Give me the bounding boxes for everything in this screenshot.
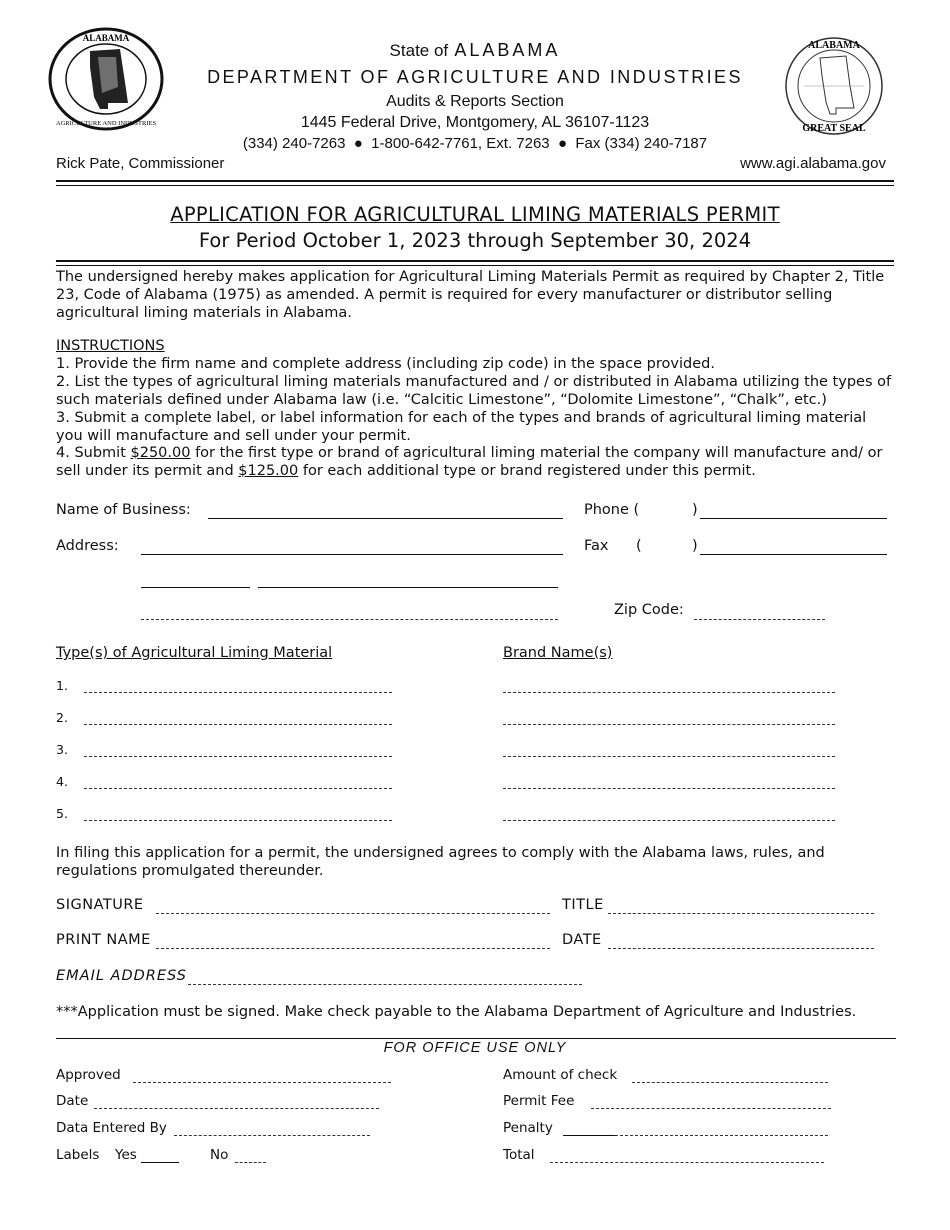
office-use-rule — [56, 1038, 896, 1039]
address-field-3[interactable] — [141, 619, 558, 620]
department-phones: (334) 240-7263 ● 1-800-642-7761, Ext. 7263 ● Fax (334) 240-7187 — [242, 135, 708, 152]
department-name: DEPARTMENT OF AGRICULTURE AND INDUSTRIES — [207, 67, 743, 87]
brand-name-heading: Brand Name(s) — [503, 645, 613, 661]
instruction-3: 3. Submit a complete label, or label information for each of the types and brands of agricultural liming material you will manufacture and sell under your permit. — [56, 410, 867, 444]
amount-of-check-field[interactable] — [632, 1082, 828, 1083]
total-field[interactable] — [550, 1162, 824, 1163]
brand-name-field[interactable] — [503, 820, 835, 821]
permit-fee-label: Permit Fee — [503, 1093, 575, 1109]
address-field-2a[interactable] — [141, 587, 250, 588]
website-link[interactable]: www.agi.alabama.gov — [740, 155, 886, 172]
title-field[interactable] — [608, 913, 874, 914]
material-type-heading: Type(s) of Agricultural Liming Material — [56, 645, 333, 661]
data-entered-label: Data Entered By — [56, 1120, 167, 1136]
total-label: Total — [503, 1147, 535, 1163]
material-row-number: 4. — [56, 774, 68, 789]
penalty-label: Penalty — [503, 1120, 553, 1136]
office-date-label: Date — [56, 1093, 89, 1109]
brand-name-field[interactable] — [503, 756, 835, 757]
instruction-4: 4. Submit $250.00 for the first type or brand of agricultural liming material the company will manufacture and/ or sell under its permit and $125.00 for each additional type or brand registered under this permit. — [56, 445, 883, 479]
phone-close-paren: ) — [692, 502, 698, 518]
title-label: TITLE — [562, 897, 604, 913]
signature-label: SIGNATURE — [56, 897, 144, 913]
first-fee: $250.00 — [130, 445, 191, 461]
labels-no-field[interactable] — [235, 1162, 266, 1163]
material-row-number: 2. — [56, 710, 68, 725]
department-address: 1445 Federal Drive, Montgomery, AL 36107-1123 — [300, 114, 650, 131]
material-type-field[interactable] — [84, 692, 392, 693]
print-name-field[interactable] — [156, 948, 550, 949]
permit-fee-field[interactable] — [591, 1108, 831, 1109]
header-rule-bottom — [56, 185, 894, 186]
fax-open-paren: ( — [636, 538, 642, 554]
title-rule-bottom — [56, 265, 894, 266]
form-period: For Period October 1, 2023 through September 30, 2024 — [198, 229, 752, 252]
data-entered-field[interactable] — [174, 1135, 370, 1136]
labels-yes-label: Yes — [115, 1147, 137, 1163]
amount-of-check-label: Amount of check — [503, 1067, 618, 1083]
phone-field[interactable] — [700, 518, 887, 519]
material-type-field[interactable] — [84, 756, 392, 757]
labels-no-label: No — [210, 1147, 229, 1163]
material-type-field[interactable] — [84, 788, 392, 789]
section-name: Audits & Reports Section — [386, 93, 564, 110]
email-field[interactable] — [188, 984, 582, 985]
svg-text:AGRICULTURE AND INDUSTRIES: AGRICULTURE AND INDUSTRIES — [55, 120, 157, 127]
header-rule-top — [56, 180, 894, 182]
office-date-field[interactable] — [94, 1108, 379, 1109]
email-label: EMAIL ADDRESS — [56, 968, 187, 984]
state-name: State of ALABAMA — [389, 40, 561, 60]
office-use-heading: FOR OFFICE USE ONLY — [383, 1040, 567, 1056]
material-type-field[interactable] — [84, 820, 392, 821]
approved-field[interactable] — [133, 1082, 391, 1083]
commissioner-name: Rick Pate, Commissioner — [56, 155, 225, 172]
svg-text:GREAT SEAL: GREAT SEAL — [802, 123, 866, 134]
approved-label: Approved — [56, 1067, 121, 1083]
address-field-1[interactable] — [141, 554, 563, 555]
fax-field[interactable] — [700, 554, 887, 555]
phone-label: Phone ( — [584, 502, 640, 518]
address-field-2b[interactable] — [258, 587, 558, 588]
agreement-paragraph: In filing this application for a permit, the undersigned agrees to comply with the Alabama laws, rules, and regulations promulgated thereunder. — [56, 845, 825, 879]
svg-text:ALABAMA: ALABAMA — [82, 33, 130, 43]
business-name-field[interactable] — [208, 518, 563, 519]
form-title: APPLICATION FOR AGRICULTURAL LIMING MATERIALS PERMIT — [170, 203, 780, 226]
penalty-field[interactable] — [615, 1135, 828, 1136]
signature-field[interactable] — [156, 913, 550, 914]
instruction-1: 1. Provide the firm name and complete address (including zip code) in the space provided. — [56, 356, 715, 372]
material-row-number: 5. — [56, 806, 68, 821]
labels-yes-field[interactable] — [141, 1162, 179, 1163]
zip-code-field[interactable] — [694, 619, 825, 620]
brand-name-field[interactable] — [503, 788, 835, 789]
date-label: DATE — [562, 932, 602, 948]
material-row-number: 1. — [56, 678, 68, 693]
material-row-number: 3. — [56, 742, 68, 757]
business-name-label: Name of Business: — [56, 502, 191, 518]
brand-name-field[interactable] — [503, 724, 835, 725]
instruction-2: 2. List the types of agricultural liming materials manufactured and / or distributed in Alabama utilizing the types of such materials defined under Alabama law (i.e. “Calcitic Limestone”, “Dolomite Limestone”, “Chalk”, etc.) — [56, 374, 892, 408]
labels-label: Labels — [56, 1147, 100, 1163]
penalty-field-solid[interactable] — [563, 1135, 615, 1136]
intro-paragraph: The undersigned hereby makes application for Agricultural Liming Materials Permit as required by Chapter 2, Title 23, Code of Alabama (1975) as amended. A permit is required for every manufacturer or distributor selling agricultural liming materials in Alabama. — [56, 269, 885, 321]
signing-notice: ***Application must be signed. Make check payable to the Alabama Department of Agriculture and Industries. — [56, 1004, 857, 1020]
svg-text:ALABAMA: ALABAMA — [808, 40, 860, 51]
zip-code-label: Zip Code: — [614, 602, 684, 618]
material-type-field[interactable] — [84, 724, 392, 725]
address-label: Address: — [56, 538, 119, 554]
brand-name-field[interactable] — [503, 692, 835, 693]
fax-label: Fax — [584, 538, 609, 554]
date-field[interactable] — [608, 948, 874, 949]
title-rule-top — [56, 260, 894, 262]
print-name-label: PRINT NAME — [56, 932, 151, 948]
additional-fee: $125.00 — [238, 463, 299, 479]
instructions-heading: INSTRUCTIONS — [56, 338, 165, 354]
fax-close-paren: ) — [692, 538, 698, 554]
